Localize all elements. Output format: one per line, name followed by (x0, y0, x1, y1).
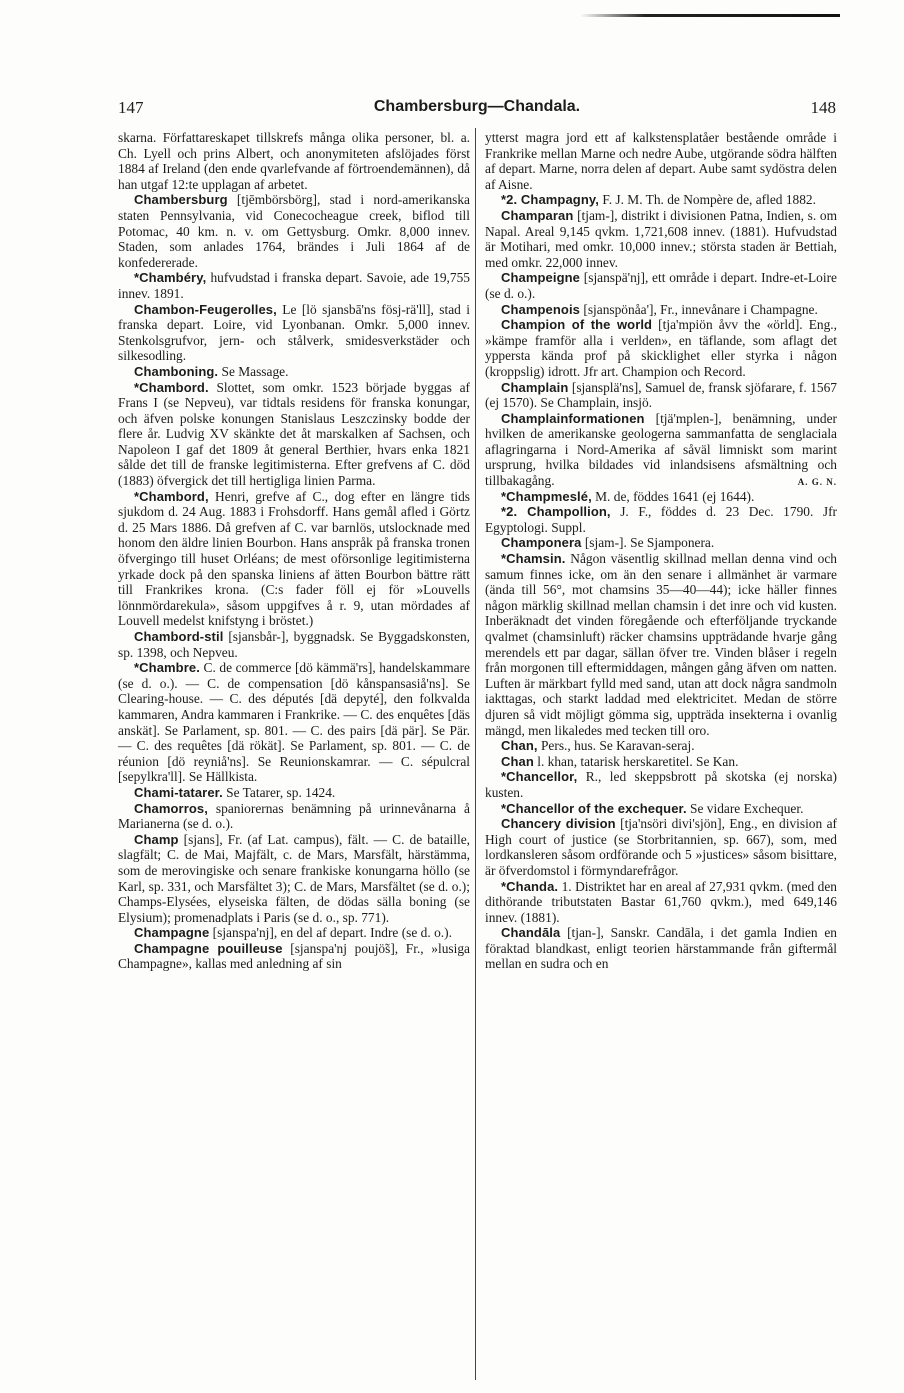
entry-text: [sjansbår-], byggnadsk. Se Byggadskonsten, sp. 1398, och Nepveu. (118, 629, 470, 660)
entry-text: Pers., hus. Se Karavan-seraj. (537, 738, 695, 754)
dictionary-entry (118, 489, 470, 629)
entry-text: J. F., föddes d. 23 Dec. 1790. Jfr Egyptologi. Suppl. (485, 504, 837, 535)
entry-text: Se Tatarer, sp. 1424. (222, 784, 336, 800)
entry-headword: Chambon-Feugerolles, (134, 301, 277, 317)
dictionary-entry (118, 660, 470, 785)
dictionary-entry (118, 302, 470, 364)
dictionary-entry (118, 832, 470, 926)
entry-headword: *2. Champagny, (501, 192, 599, 208)
entry-text: [sjam-]. Se Sjamponera. (581, 535, 715, 551)
entry-headword: *Champmeslé, (501, 488, 592, 504)
entry-text: [sjansplä'ns], Samuel de, fransk sjöfarare, f. 1567 (ej 1570). Se Champlain, insjö. (485, 379, 837, 411)
entry-text: Någon väsentlig skillnad mellan denna vind och samum finnes icke, om än den senare i allmänhet är varmare (ända till 56°, mot chamsins 35—40—44); icke häller finnes någon märklig skillnad mellan chamsin i det inre och vid kusten. Inberäknadt det vinden föregående och efterföljande tryckande qvalmet (chamsinluft) räcker chamsins uppträdande hvarje gång merendels ett par dagar, sällan öfver tre. Vinden blåser i regeln från morgonen till eftermiddagen, mången gång äfven om natten. Luften är märkbart fylld med sand, utan att dock några sandmoln iakttagas, och starkt laddad med elektricitet. Medan de större djuren så vidt möjligt gömma sig, uppträda insekterna i ovanlig mängd, men likaledes med tecken till oro. (485, 551, 837, 738)
entry-headword: Chambord-stil (134, 629, 224, 644)
entry-text: [sjanspa'nj], en del af depart. Indre (se d. o.). (209, 925, 452, 941)
entry-text: spaniorernas benämning på urinnevånarna å Marianerna (se d. o.). (118, 800, 470, 832)
entry-headword: *Chancellor, (501, 769, 578, 785)
column-divider (475, 128, 476, 1380)
entry-headword: Champ (134, 831, 179, 847)
dictionary-entry (485, 801, 837, 817)
entry-text: M. de, föddes 1641 (ej 1644). (591, 488, 755, 504)
entry-headword: Chan, (501, 738, 538, 754)
entry-headword: Champagne (134, 925, 210, 941)
dictionary-entry (485, 302, 837, 318)
entry-headword: *Chambéry, (134, 270, 207, 286)
entry-headword: Champaran (501, 207, 574, 223)
entry-headword: Chamboning. (134, 363, 219, 379)
dictionary-entry (485, 738, 837, 754)
dictionary-entry (118, 925, 470, 941)
entry-headword: Chandāla (501, 925, 561, 941)
entry-text: [sjanspa'nj poujö̃s], Fr., »lusiga Champagne», kallas med anledning af sin (118, 940, 470, 972)
entry-headword: Champenois (501, 301, 581, 317)
dictionary-entry (118, 364, 470, 380)
dictionary-entry (485, 816, 837, 878)
entry-text: Se Massage. (218, 363, 289, 379)
entry-text: [sjanspönåa'], Fr., innevånare i Champagne. (580, 301, 818, 317)
entry-text: [tjan-], Sanskr. Candāla, i det gamla Indien en föraktad blandkast, enligt teorien härstammande från giftermål mellan en sudra och en (485, 925, 837, 972)
dictionary-entry (485, 489, 837, 505)
entry-text: [sjans], Fr. (af Lat. campus), fält. — C. de bataille, slagfält; C. de Mai, Majfält, c. de Mars, Marsfält, härstämma, som de merovingiske och senare frankiske konungarna höllo (se Karl, sp. 331, och Marsfältet 3); C. de Mars, Marsfältet (se d. o.); Champs-Elysées, elyseiska fälten, de dödas sälla boning (se Elysium); promenadplats i Paris (se d. o., sp. 771). (118, 831, 470, 925)
entry-headword: Chancery division (501, 816, 616, 832)
entry-text: Slottet, som omkr. 1523 började byggas af Frans I (se Nepveu), var tidtals residens för franska konungar, och äfven polske konungen Stanislaus Leszczinsky bodde der flere år. Ludvig XV skänkte det åt marskalken af Sachsen, och Napoleon I gaf det 1809 åt general Berthier, hvars enka 1821 sålde det till de franske legitimisterna. Efter grefvens af C. död (1883) öfvergick det till hertigliga linien Parma. (118, 379, 470, 489)
page-number-left: 147 (118, 98, 144, 117)
page-header (118, 98, 836, 122)
entry-text: skarna. Författareskapet tillskrefs många olika personer, bl. a. Ch. Lyell och prins Albert, och anonymiteten afslöjades först 1884 af Ireland (den ende qvarlefvande af förtroendemännen), då han utgaf 12:te upplagan af arbetet. (118, 130, 470, 192)
dictionary-entry (485, 535, 837, 551)
entry-text: [tjam-], distrikt i divisionen Patna, Indien, s. om Napal. Areal 9,145 qvkm. 1,721,608 innev. (1881). Hufvudstad är Motihari, med omkr. 10,000 innev.; största staden är Bettiah, med omkr. 22,000 innev. (485, 207, 837, 270)
entry-headword: Champion of the world (501, 317, 653, 333)
dictionary-entry (485, 411, 837, 489)
entry-headword: *Chancellor of the exchequer. (501, 800, 687, 816)
dictionary-entry (118, 192, 470, 270)
page-number-right: 148 (810, 98, 836, 117)
dictionary-entry (485, 208, 837, 270)
entry-text: Le [lö sjansbā'ns fösj-rä'll], stad i franska depart. Loire, vid Lyonbanan. Omkr. 5,000 innev. Stenkolsgrufvor, jern- och stålverk, smidesverkstäder och silkesodling. (118, 301, 470, 364)
entry-text: [tja'mpiön åvv the «örld]. Eng., »kämpe framför alla i verlden», en täflande, som aflagt det yppersta kända prof på skicklighet eller styrka i någon (kroppslig) idrott. Jfr art. Champion och Record. (485, 317, 837, 379)
entry-headword: Chambersburg (134, 192, 228, 208)
dictionary-entry (118, 785, 470, 801)
scan-edge-mark (580, 14, 840, 17)
entry-text: F. J. M. Th. de Nompère de, afled 1882. (598, 192, 816, 208)
dictionary-entry (118, 270, 470, 301)
running-head-title: Chambersburg—Chandala. (373, 98, 581, 115)
entry-text: l. khan, tatarisk herskaretitel. Se Kan. (533, 753, 739, 769)
entry-headword: Chan (501, 753, 534, 769)
entry-text: C. de commerce [dö kämmä'rs], handelskammare (se d. o.). — C. de compensation [dö kånspansasiå'ns]. Se Clearing-house. — C. des députés [dä depyté], den folkvalda kammaren, Andra kammaren i Frankrike. — C. des enquêtes [däs anskät]. Se Parlament, sp. 801. — C. des pairs [dä pär]. Se Pär. — C. des requêtes [dä rökät]. Se Parlament, sp. 801. — C. de réunion [dö reyniå'ns]. Se Reunionskamrar. — C. sépulcral [sepylkra'll]. Se Hällkista. (118, 660, 470, 785)
dictionary-entry (118, 941, 470, 972)
dictionary-entry (118, 380, 470, 489)
entry-text: Henri, grefve af C., dog efter en längre tids sjukdom d. 24 Aug. 1883 i Frohsdorff. Hans gemål afled i Görtz d. 25 Mars 1886. Då grefven af C. var barnlös, utslocknade med honom den äldre linien Bourbon. Hans anspråk på franska tronen öfvergingo till huset Orléans; de mest oförsonlige legitimisterna yrkade dock på den spanska liniens af ätten Bourbon bättre rätt till Frankrikes krona. (C:s fader föll ej för »Louvells lönnmördarekula», såsom uppgifves å r. 9, utan mördades af Louvell medelst knifstyng i bröstet.) (118, 488, 470, 629)
dictionary-entry (118, 629, 470, 660)
dictionary-entry (485, 754, 837, 770)
entry-text: [tjä'mplen-], benämning, under hvilken de amerikanske geologerna sammanfatta de senglaciala aflagringarna i Nord-Amerika af såväl limniskt som marint ursprung, hvilka bildades vid inlandsisens afsmältning och tillbakagång. (485, 410, 837, 489)
author-signature: A. G. N. (797, 477, 837, 488)
dictionary-entry (485, 317, 837, 379)
entry-headword: *Chambre. (134, 660, 200, 676)
entry-headword: *Chambord, (134, 488, 209, 504)
dictionary-entry (485, 130, 837, 192)
entry-text: R., led skeppsbrott på skotska (ej norska) kusten. (485, 769, 837, 800)
entry-headword: Champlainformationen (501, 410, 645, 426)
entry-text: 1. Distriktet har en areal af 27,931 qvkm. (med den dithörande tributstaten Bastar 61,760 qvkm.), med 649,146 innev. (1881). (485, 878, 837, 925)
entry-headword: Chamorros, (134, 800, 208, 816)
dictionary-entry (485, 504, 837, 535)
entry-text: ytterst magra jord ett af kalkstensplatåer bestående område i Frankrike mellan Marne och nedre Aube, utgörande södra hälften af depart. Marne, norra delen af depart. Aube samt sydöstra delen af Aisne. (485, 130, 837, 192)
entry-text: [sjanspä'nj], ett område i depart. Indre-et-Loire (se d. o.). (485, 270, 837, 301)
dictionary-entry (485, 769, 837, 800)
dictionary-entry (485, 879, 837, 926)
entry-text: [tjēmbörsbörg], stad i nord-amerikanska staten Pennsylvania, vid Conecocheague creek, biflod till Potomac, 40 km. n. v. om Gettysburg. Omkr. 8,000 innev. Staden, som anlades 1764, brändes i Juli 1864 af de konfedererade. (118, 192, 470, 270)
entry-text: Se vidare Exchequer. (686, 800, 804, 816)
entry-text: hufvudstad i franska depart. Savoie, ade 19,755 innev. 1891. (118, 270, 470, 301)
entry-headword: *Chanda. (501, 878, 559, 894)
dictionary-entry (485, 192, 837, 208)
entry-text: [tja'nsöri divi'sjön], Eng., en division af High court of justice (se Storbritannien, sp. 667), som, med lordkansleren såsom ordförande och 5 »justices» såsom bisittare, är öfverdomstol i förmyndarefrågor. (485, 816, 837, 878)
dictionary-entry (118, 130, 470, 192)
right-column (485, 130, 837, 972)
entry-headword: Champeigne (501, 270, 581, 286)
dictionary-entry (485, 380, 837, 411)
dictionary-entry (485, 270, 837, 301)
dictionary-entry (485, 551, 837, 738)
entry-headword: Champagne pouilleuse (134, 940, 283, 956)
entry-headword: Chami-tatarer. (134, 784, 223, 800)
entry-headword: Champonera (501, 535, 582, 551)
left-column (118, 130, 470, 972)
dictionary-entry (485, 925, 837, 972)
entry-headword: *2. Champollion, (501, 504, 611, 520)
entry-headword: *Chamsin. (501, 551, 566, 567)
entry-headword: Champlain (501, 379, 569, 395)
dictionary-entry (118, 801, 470, 832)
entry-headword: *Chambord. (134, 379, 209, 395)
